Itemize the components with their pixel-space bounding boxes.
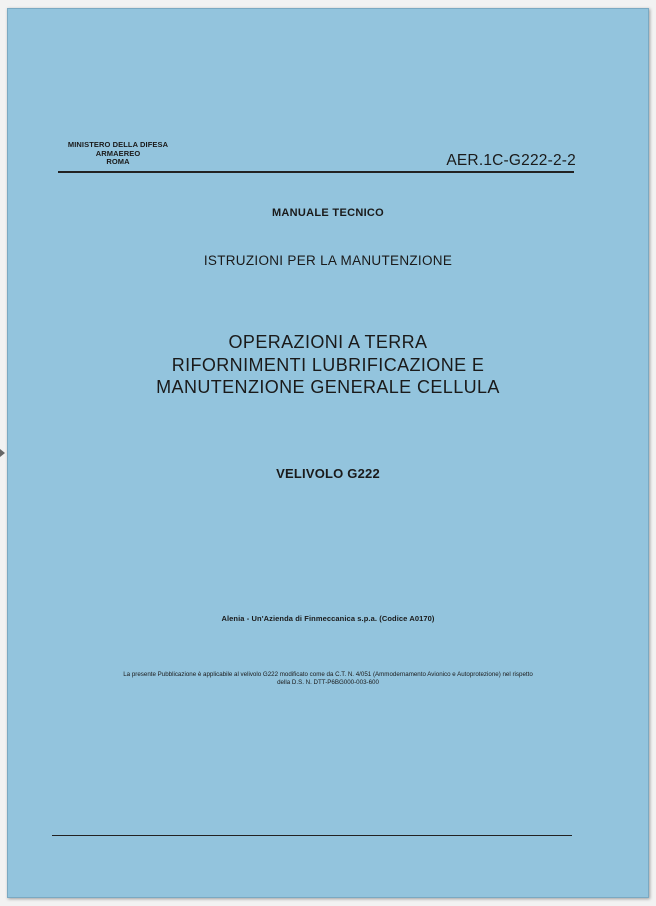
- title-line: OPERAZIONI A TERRA: [228, 332, 428, 352]
- header-divider: [58, 171, 574, 173]
- applicability-line: della D.S. N. DTT-P6BG000-003-600: [277, 679, 379, 686]
- title-line: MANUTENZIONE GENERALE CELLULA: [156, 377, 500, 397]
- document-page: [7, 8, 649, 898]
- expand-arrow-icon[interactable]: [0, 449, 5, 457]
- company-line: Alenia - Un'Azienda di Finmeccanica s.p.a. (Codice A0170): [221, 614, 435, 623]
- document-title: [8, 331, 648, 399]
- footer-divider: [52, 835, 572, 836]
- aircraft-name: VELIVOLO G222: [276, 466, 380, 481]
- applicability-note: [48, 671, 608, 687]
- document-code: AER.1C-G222-2-2: [446, 152, 576, 169]
- applicability-line: La presente Pubblicazione è applicabile al velivolo G222 modificato come da C.T. N. 4/051 (Ammodernamento Avionico e Autoprotezione) nel rispetto: [123, 671, 533, 678]
- ministry-line: MINISTERO DELLA DIFESA: [67, 140, 169, 149]
- ministry-line: ROMA: [106, 157, 130, 166]
- manual-type: MANUALE TECNICO: [271, 207, 385, 219]
- ministry-line: ARMAEREO: [95, 148, 141, 158]
- instructions-subtitle: ISTRUZIONI PER LA MANUTENZIONE: [203, 253, 453, 268]
- ministry-header: [58, 141, 178, 167]
- title-line: RIFORNIMENTI LUBRIFICAZIONE E: [171, 354, 485, 375]
